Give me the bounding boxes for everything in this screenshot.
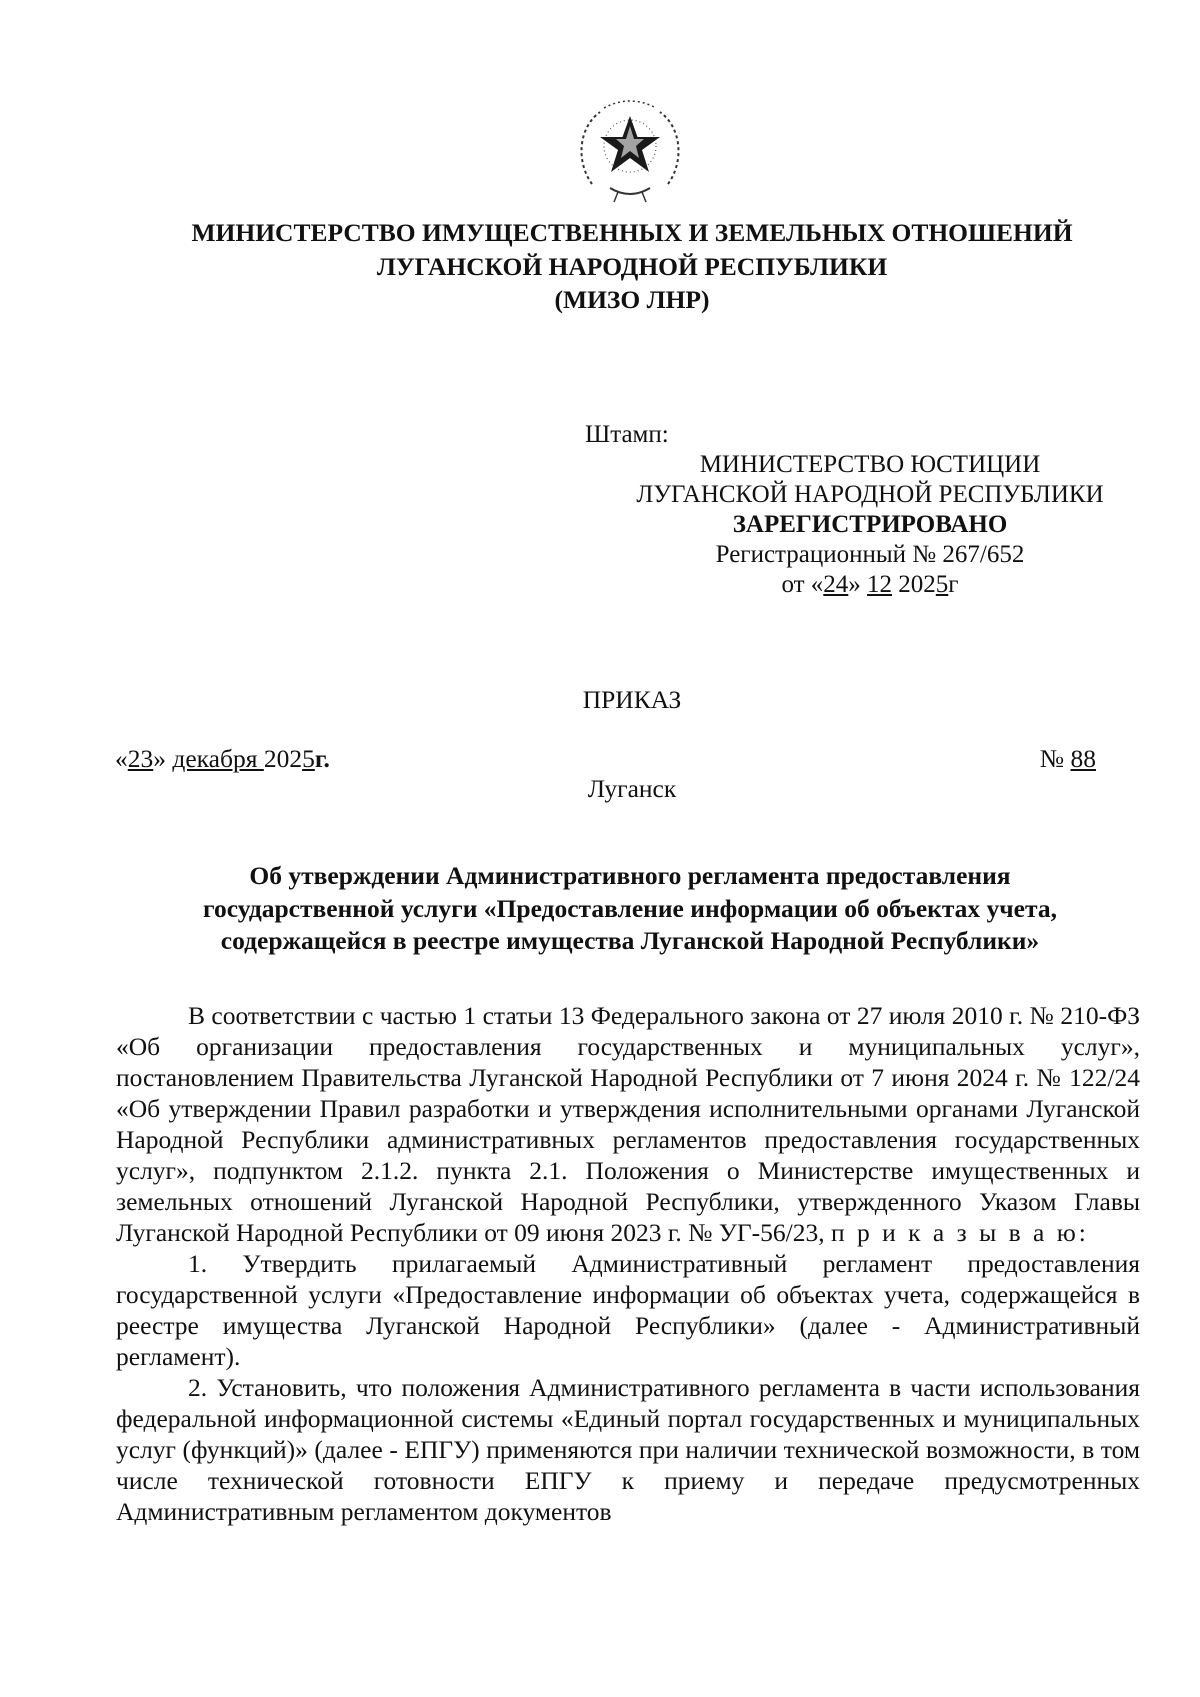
- order-date-month: декабря: [172, 744, 264, 773]
- order-body: [116, 1000, 1140, 1527]
- order-date-close: »: [153, 744, 173, 773]
- order-date-year-b: 5: [302, 744, 315, 773]
- order-subject: [140, 860, 1120, 958]
- order-date: [115, 744, 330, 774]
- order-word: п р и к а з ы в а ю:: [831, 1218, 1089, 1247]
- stamp-registration-number: Регистрационный № 267/652: [715, 541, 1025, 568]
- stamp-label: Штамп:: [585, 421, 669, 448]
- order-number-prefix: №: [1039, 744, 1071, 773]
- stamp-date-mid: »: [848, 571, 868, 598]
- registration-stamp: [585, 420, 1155, 600]
- ministry-header: [0, 216, 1200, 317]
- stamp-date-month: 12: [867, 571, 893, 598]
- order-number-value: 88: [1070, 744, 1096, 773]
- order-date-suffix: г.: [314, 744, 330, 773]
- stamp-ministry-line1: МИНИСТЕРСТВО ЮСТИЦИИ: [699, 451, 1041, 478]
- preamble-text: В соответствии с частью 1 статьи 13 Федерального закона от 27 июля 2010 г. № 210-ФЗ «Об организации предоставления государственных и муниципальных услуг», постановлением Правительства Луганской Народной Республики от 7 июня 2024 г. № 122/24 «Об утверждении Правил разработки и утверждения исполнительными органами Луганской Народной Республики административных регламентов предоставления государственных услуг», подпунктом 2.1.2. пункта 2.1. Положения о Министерстве имущественных и земельных отношений Луганской Народной Республики, утвержденного Указом Главы Луганской Народной Республики от 09 июня 2023 г. № УГ-56/23,: [116, 1001, 1140, 1247]
- order-item-1: 1. Утвердить прилагаемый Административный регламент предоставления государственной услуги «Предоставление информации об объектах учета, содержащейся в реестре имущества Луганской Народной Республики» (далее - Административный регламент).: [116, 1249, 1140, 1371]
- stamp-date-prefix: от «: [781, 571, 824, 598]
- document-title: ПРИКАЗ: [582, 685, 682, 714]
- ministry-abbreviation: (МИЗО ЛНР): [554, 285, 710, 314]
- stamp-date-year-digit: 5: [935, 571, 949, 598]
- stamp-ministry-line2: ЛУГАНСКОЙ НАРОДНОЙ РЕСПУБЛИКИ: [636, 481, 1104, 508]
- preamble-paragraph: [116, 1000, 1140, 1248]
- stamp-date-year: 202: [892, 571, 936, 598]
- order-city: Луганск: [587, 774, 677, 803]
- order-date-year-a: 202: [263, 744, 303, 773]
- order-date-open: «: [115, 744, 128, 773]
- ministry-name-line2: ЛУГАНСКОЙ НАРОДНОЙ РЕСПУБЛИКИ: [376, 251, 888, 281]
- order-item-2: 2. Установить, что положения Административного регламента в части использования федеральной информационной системы «Единый портал государственных и муниципальных услуг (функций)» (далее - ЕПГУ) применяются при наличии технической возможности, в том числе технической готовности ЕПГУ к приему и передаче предусмотренных Административным регламентом документов: [116, 1373, 1140, 1526]
- coat-of-arms-icon: [570, 96, 690, 204]
- stamp-status: ЗАРЕГИСТРИРОВАНО: [732, 511, 1008, 538]
- stamp-date-day: 24: [823, 571, 849, 598]
- order-date-day: 23: [127, 744, 154, 773]
- subject-line2: государственной услуги «Предоставление информации об объектах учета,: [203, 893, 1057, 923]
- stamp-date-end: г: [948, 571, 959, 598]
- subject-line3: содержащейся в реестре имущества Луганской Народной Республики»: [220, 926, 1040, 955]
- order-number: [1040, 744, 1096, 774]
- subject-line1: Об утверждении Административного регламента предоставления: [249, 861, 1011, 890]
- stamp-date: [585, 570, 1155, 600]
- ministry-name-line1: МИНИСТЕРСТВО ИМУЩЕСТВЕННЫХ И ЗЕМЕЛЬНЫХ ОТНОШЕНИЙ: [191, 218, 1073, 247]
